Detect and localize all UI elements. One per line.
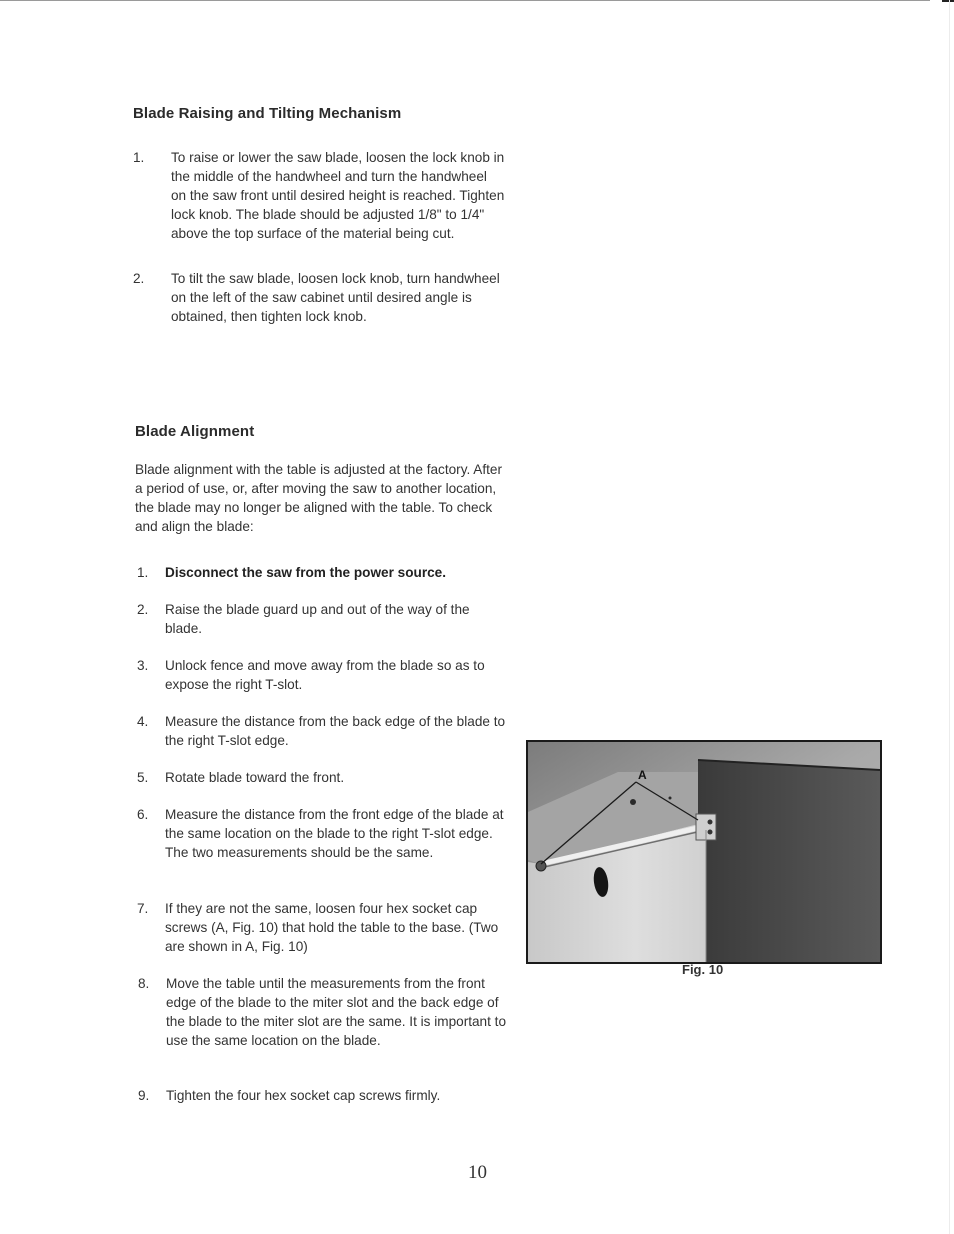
list-item-text: To tilt the saw blade, loosen lock knob, turn handwheel on the left of the saw cabinet until desired angle is obtained, then tighten lock knob. — [171, 271, 500, 324]
list-item — [137, 563, 507, 582]
list-item-number: 8. — [138, 976, 150, 991]
list-item-number: 2. — [137, 602, 149, 617]
list-item-number: 7. — [137, 901, 149, 916]
list-item — [137, 600, 507, 638]
list-item — [138, 1086, 510, 1105]
top-rule — [0, 0, 930, 1]
list-item-text: Move the table until the measurements from the front edge of the blade to the miter slot and the back edge of the blade to the miter slot are the same. It is important to use the same location on the blade. — [166, 976, 507, 1048]
list-item — [137, 712, 507, 750]
saw-table-photo — [528, 742, 880, 962]
list-item-text: Raise the blade guard up and out of the way of the blade. — [165, 602, 470, 636]
list-item — [137, 656, 507, 694]
list-item-number: 5. — [137, 770, 149, 785]
list-item-text: To raise or lower the saw blade, loosen the lock knob in the middle of the handwheel and turn the handwheel on the saw front until desired height is reached. Tighten lock knob. The blade should be adjusted 1/8" to 1/4" above the top surface of the material being cut. — [171, 150, 505, 241]
list-item-text: Tighten the four hex socket cap screws firmly. — [166, 1088, 441, 1103]
corner-mark — [942, 0, 954, 2]
list-item-text: Rotate blade toward the front. — [165, 770, 345, 785]
list-item-number: 6. — [137, 807, 149, 822]
list-item-number: 1. — [137, 565, 149, 580]
figure-callout-a: A — [638, 768, 647, 782]
page-edge — [949, 0, 950, 1234]
list-item — [133, 148, 505, 243]
list-item — [137, 768, 507, 787]
list-item-text: Measure the distance from the front edge of the blade at the same location on the blade to the right T-slot edge. The two measurements should be the same. — [165, 807, 504, 860]
list-item-text: Unlock fence and move away from the blade so as to expose the right T-slot. — [165, 658, 485, 692]
list-item — [137, 805, 507, 862]
figure-caption: Fig. 10 — [682, 962, 724, 977]
list-item — [133, 269, 505, 326]
list-item-number: 9. — [138, 1088, 150, 1103]
list-item-number: 3. — [137, 658, 149, 673]
list-item-number: 4. — [137, 714, 149, 729]
list-item-text: If they are not the same, loosen four hex socket cap screws (A, Fig. 10) that hold the table to the base. (Two are shown in A, Fig. 10) — [165, 901, 499, 954]
list-item — [138, 974, 510, 1050]
intro-paragraph: Blade alignment with the table is adjusted at the factory. After a period of use, or, after moving the saw to another location, the blade may no longer be aligned with the table. To check and align the blade: — [135, 462, 502, 534]
page-number: 10 — [468, 1162, 487, 1183]
section-heading-blade-raising: Blade Raising and Tilting Mechanism — [133, 105, 402, 122]
figure-10-photo — [526, 740, 882, 964]
section-heading-blade-alignment: Blade Alignment — [135, 423, 255, 440]
list-item-number: 1. — [133, 150, 145, 165]
list-item — [137, 899, 509, 956]
list-item-text: Measure the distance from the back edge of the blade to the right T-slot edge. — [165, 714, 506, 748]
list-item-text: Disconnect the saw from the power source. — [165, 565, 447, 580]
list-item-number: 2. — [133, 271, 145, 286]
